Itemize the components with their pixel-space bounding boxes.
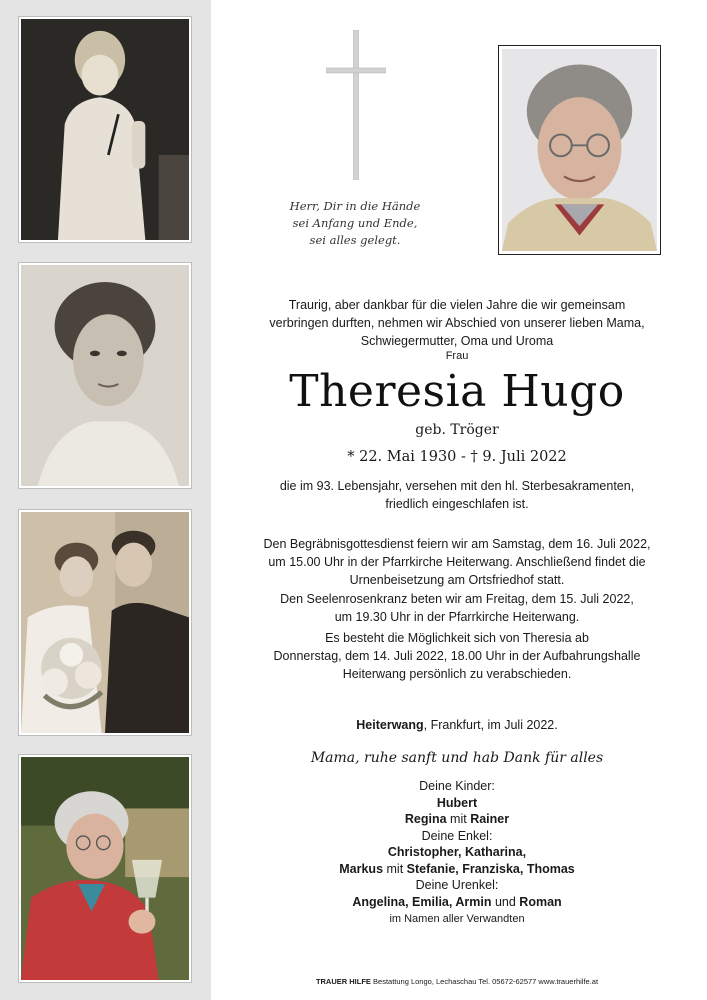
- cross-icon: [326, 30, 386, 180]
- farewell-line: Donnerstag, dem 14. Juli 2022, 18.00 Uhr in der Aufbahrungshalle: [273, 649, 641, 663]
- footer-brand: TRAUER HILFE: [315, 977, 371, 986]
- rosary-info: [222, 590, 692, 626]
- great-grandchild-names: [222, 894, 692, 911]
- elderly-woman-toast-photo-image: [21, 757, 189, 980]
- intro-text: [222, 296, 692, 350]
- child-name-part: Regina: [404, 812, 447, 826]
- verse-line: Herr, Dir in die Hände: [289, 199, 421, 213]
- grandchildren-label: Deine Enkel:: [421, 828, 493, 843]
- death-notice-line: die im 93. Lebensjahr, versehen mit den hl. Sterbesakramenten,: [279, 479, 635, 493]
- grandchild-conjunction: mit: [383, 861, 407, 876]
- family-list: [222, 778, 692, 928]
- maiden-name: geb. Tröger: [415, 422, 499, 438]
- wedding-photo: [18, 509, 192, 736]
- footer: [222, 977, 692, 987]
- grandchild-name-part: Markus: [339, 861, 384, 876]
- grandchild-names: Christopher, Katharina,: [387, 845, 527, 859]
- rosary-line: um 19.30 Uhr in der Pfarrkirche Heiterwang.: [334, 610, 580, 624]
- photo-sidebar: [0, 0, 211, 1000]
- salutation: Frau: [445, 350, 469, 362]
- child-name: [222, 811, 692, 828]
- intro-line: Traurig, aber dankbar für die vielen Jahre die wir gemeinsam: [288, 298, 626, 312]
- life-dates: * 22. Mai 1930 - † 9. Juli 2022: [347, 449, 567, 465]
- rosary-line: Den Seelenrosenkranz beten wir am Freitag, dem 15. Juli 2022,: [280, 592, 634, 606]
- place-town: Heiterwang: [356, 718, 424, 732]
- grandchild-name-part: Stefanie, Franziska, Thomas: [406, 861, 575, 876]
- child-conjunction: mit: [446, 812, 471, 826]
- death-notice-line: friedlich eingeschlafen ist.: [385, 497, 529, 511]
- wedding-photo-image: [21, 512, 189, 733]
- deceased-name: Theresia Hugo: [289, 366, 625, 417]
- grandchild-names: [222, 861, 692, 878]
- verse-line: sei alles gelegt.: [309, 233, 401, 247]
- great-grandchild-name-part: Roman: [519, 894, 562, 909]
- farewell-line: Es besteht die Möglichkeit sich von Theresia ab: [325, 631, 589, 645]
- intro-line: verbringen durften, nehmen wir Abschied von unserer lieben Mama,: [269, 316, 645, 330]
- great-grandchild-conjunction: und: [491, 894, 520, 909]
- young-woman-photo: [18, 262, 192, 489]
- child-name: Hubert: [436, 795, 478, 810]
- place-date: [222, 716, 692, 734]
- intro-line: Schwiegermutter, Oma und Uroma: [360, 334, 554, 348]
- funeral-line: Urnenbeisetzung am Ortsfriedhof statt.: [349, 573, 565, 587]
- children-label: Deine Kinder:: [419, 779, 495, 793]
- relatives-line: im Namen aller Verwandten: [389, 913, 525, 925]
- bible-verse: [255, 198, 455, 249]
- portrait-photo-image: [502, 49, 657, 251]
- footer-text: Bestattung Longo, Lechaschau Tel. 05672-62577 www.trauerhilfe.at: [370, 977, 599, 986]
- elderly-woman-toast-photo: [18, 754, 192, 983]
- portrait-photo: [498, 45, 661, 255]
- great-grandchildren-label: Deine Urenkel:: [415, 878, 499, 892]
- place-rest: , Frankfurt, im Juli 2022.: [423, 718, 558, 732]
- child-name-part: Rainer: [470, 812, 510, 826]
- closing-line: Mama, ruhe sanft und hab Dank für alles: [310, 750, 604, 766]
- funeral-line: Den Begräbnisgottesdienst feiern wir am Samstag, dem 16. Juli 2022,: [263, 537, 651, 551]
- great-grandchild-name-part: Angelina, Emilia, Armin: [352, 894, 492, 909]
- farewell-line: Heiterwang persönlich zu verabschieden.: [342, 667, 572, 681]
- death-notice: [222, 477, 692, 513]
- farewell-info: [222, 629, 692, 683]
- verse-line: sei Anfang und Ende,: [292, 216, 418, 230]
- young-woman-photo-image: [21, 265, 189, 486]
- childhood-photo: [18, 16, 192, 243]
- funeral-info: [222, 535, 692, 589]
- funeral-line: um 15.00 Uhr in der Pfarrkirche Heiterwang. Anschließend findet die: [268, 555, 646, 569]
- childhood-photo-image: [21, 19, 189, 240]
